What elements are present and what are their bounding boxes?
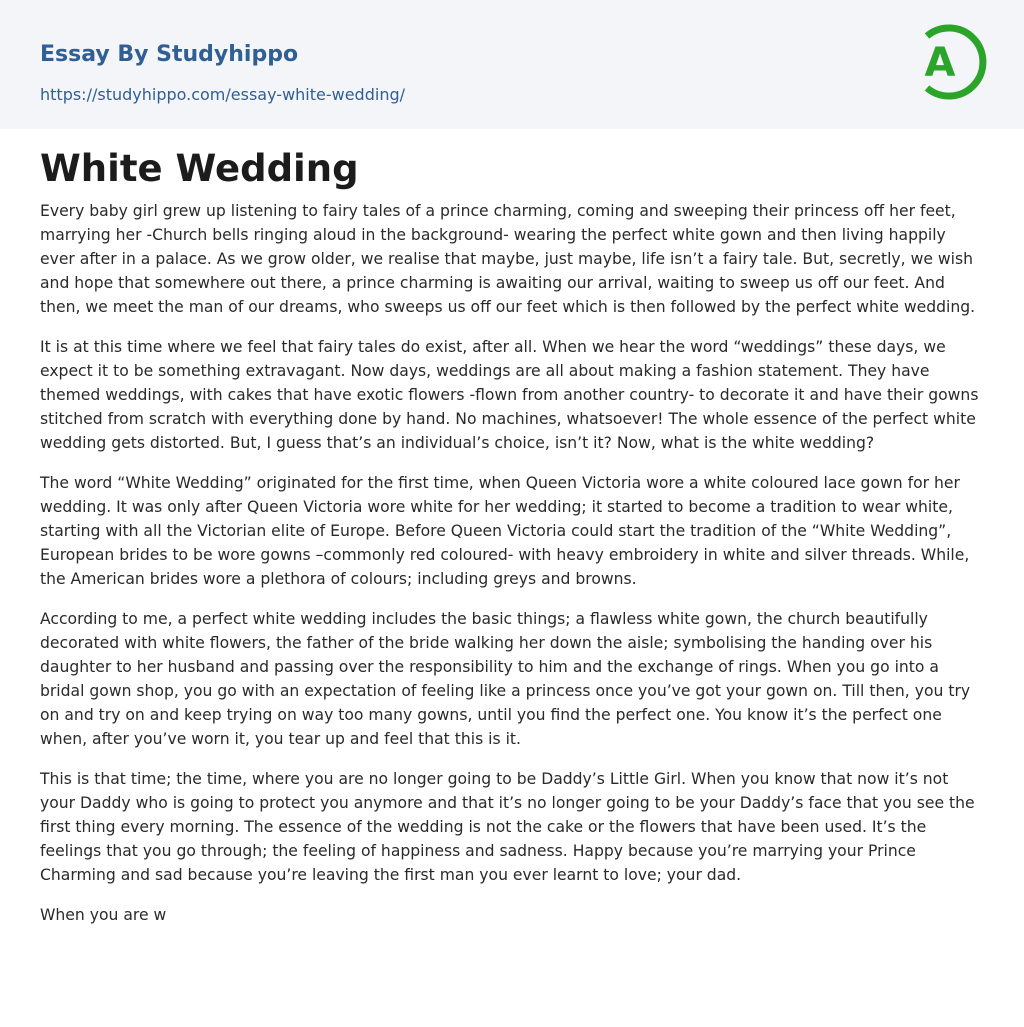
- essay-paragraph: It is at this time where we feel that fairy tales do exist, after all. When we hear the word “weddings” these days, we expect it to be something extravagant. Now days, weddings are all about making a fashion statement. They have themed weddings, with cakes that have exotic flowers -flown from another country- to decorate it and have their gowns stitched from scratch with everything done by hand. No machines, whatsoever! The whole essence of the perfect white wedding gets distorted. But, I guess that’s an individual’s choice, isn’t it? Now, what is the white wedding?: [40, 338, 979, 452]
- essay-paragraph: The word “White Wedding” originated for the first time, when Queen Victoria wore a white coloured lace gown for her wedding. It was only after Queen Victoria wore white for her wedding; it started to become a tradition to wear white, starting with all the Victorian elite of Europe. Before Queen Victoria could start the tradition of the “White Wedding”, European brides to be wore gowns –commonly red coloured- with heavy embroidery in white and silver threads. While, the American brides wore a plethora of colours; including greys and browns.: [40, 474, 970, 588]
- logo-letter: A: [924, 40, 956, 86]
- essay-paragraph-truncated: When you are w: [40, 906, 167, 924]
- essay-paragraph: This is that time; the time, where you are no longer going to be Daddy’s Little Girl. When you know that now it’s not your Daddy who is going to protect you anymore and that it’s no longer going to be your Daddy’s face that you see the first thing every morning. The essence of the wedding is not the cake or the flowers that have been used. It’s the feelings that you go through; the feeling of happiness and sadness. Happy because you’re marrying your Prince Charming and sad because you’re leaving the first man you ever learnt to love; your dad.: [40, 770, 975, 884]
- studyhippo-logo-icon[interactable]: [911, 18, 987, 106]
- essay-paragraph: Every baby girl grew up listening to fairy tales of a prince charming, coming and sweeping their princess off her feet, marrying her -Church bells ringing aloud in the background- wearing the perfect white gown and then living happily ever after in a palace. As we grow older, we realise that maybe, just maybe, life isn’t a fairy tale. But, secretly, we wish and hope that somewhere out there, a prince charming is awaiting our arrival, waiting to sweep us off our feet. And then, we meet the man of our dreams, who sweeps us off our feet which is then followed by the perfect white wedding.: [40, 202, 976, 316]
- essay-url-link[interactable]: https://studyhippo.com/essay-white-wedding/: [40, 85, 405, 104]
- page-header: [0, 0, 1024, 129]
- essay-paragraph: According to me, a perfect white wedding includes the basic things; a flawless white gown, the church beautifully decorated with white flowers, the father of the bride walking her down the aisle; symbolising the handing over his daughter to her husband and passing over the responsibility to him and the exchange of rings. When you go into a bridal gown shop, you go with an expectation of feeling like a princess once you’ve got your gown on. Till then, you try on and try on and keep trying on way too many gowns, until you find the perfect one. You know it’s the perfect one when, after you’ve worn it, you tear up and feel that this is it.: [40, 610, 971, 748]
- site-brand[interactable]: Essay By Studyhippo: [40, 42, 299, 67]
- essay-title: White Wedding: [40, 147, 359, 190]
- essay-content: [0, 129, 1024, 927]
